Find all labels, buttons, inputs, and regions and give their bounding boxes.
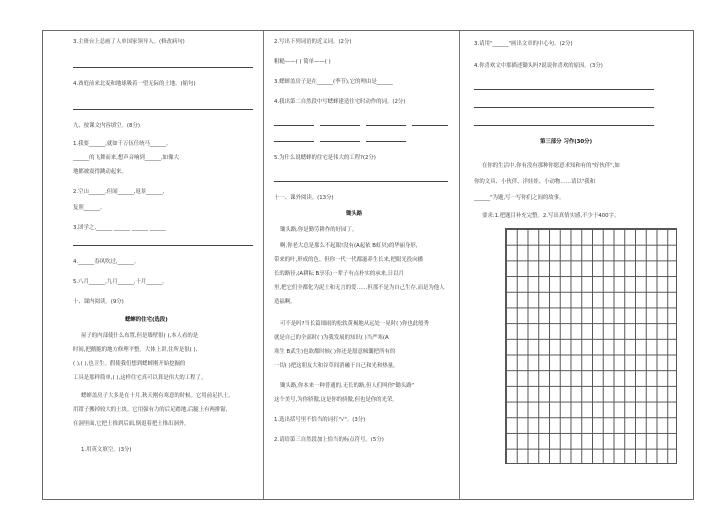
body-2c: 长的路径,(A耕耘 B享乐)一辈子有点朴实的承来,日以月 (274, 271, 404, 277)
writing-intro-2: 你的文具、小伙伴、洋娃娃、小动物……请以"我和 (474, 179, 596, 185)
question-3: 3.主斑台上总画了人单国家领导人。(修改病句) (73, 39, 185, 45)
fill-1b: ______的飞舞而来,想声音响到______,如像大 (73, 155, 179, 161)
body-1: 锄头路,你是勤劳耕作的好园丁。 (280, 227, 358, 233)
section-10-heading: 十、课内阅读。(9分) (73, 299, 124, 305)
question-a: 1.选出括号里不恰当的词打"√"。(3分) (274, 417, 366, 423)
answer-line[interactable] (73, 67, 253, 68)
answer-line[interactable] (366, 141, 406, 142)
para-2b: 用钳子搬掉较大的土块。它用强有力的后足踏地,后腿上有两排锯, (73, 407, 228, 413)
para-1b: 时间,把鹅脆的地方修理平整。大体上讲,住所是很( ), (73, 347, 198, 353)
answer-line[interactable] (366, 125, 406, 126)
body-3d: 一切( )把这朋友大和谷草间消融于自己和光和热量。 (274, 363, 399, 369)
body-4a: 锄头路,你本来一种普通的,无长的路,但人们叫你"锄头路" (280, 383, 415, 389)
section-9-heading: 九、按课文内容填空。(8分) (73, 123, 140, 129)
para-1c: ( ),( ),也卫生。假使我们想到蟋蟀刚开始挖掘的 (73, 361, 186, 367)
answer-line[interactable] (274, 125, 314, 126)
body-2b: 带来的叶,形成的色。但你一代一代都滋养生长来,把眼光投向播 (274, 257, 423, 263)
body-3a: 可不是吗?当长篇细雨的松软黄褐地从远处一晃时( )你也此般秀 (280, 321, 429, 327)
question-4: 4.我出第二自然段中写蟋蟀建造住宅时动作的词。(2分) (274, 99, 406, 105)
answer-line[interactable] (320, 125, 360, 126)
body-2e: 造福啊。 (274, 299, 296, 305)
reading-title: 锄头路 (346, 211, 363, 217)
answer-line[interactable] (274, 141, 314, 142)
section-11-heading: 十一、课外阅读。(13分) (274, 195, 334, 201)
fill-4: 4.______春风吹过,______。 (73, 259, 140, 265)
para-1d: 工具是那样简单,( ),这样住宅真可以算是伟大的工程了。 (73, 375, 207, 381)
body-2a: 啊,你老大总是那么不起眼!没有(A起依 B虹贝)的华丽身形, (280, 243, 418, 249)
writing-intro-1: 在你的生活中,你有没有那种你愿意求知和有的"好伙伴",如 (482, 163, 620, 169)
writing-grid[interactable] (505, 228, 677, 464)
question-4: 4.你喜欢文中那描述锄头吗?说说你喜欢的原因。(3分) (474, 63, 603, 69)
question-4: 4.酋庭前来北麦和地球吸着一望无际的土地。(缩句) (73, 81, 196, 87)
body-4b: 这个美号,为你骄傲,这是你的骄傲,但也是你的光荣。 (274, 397, 398, 403)
para-2a: 蟋蟀盖房子大多是在十月,秋天刚有寒意的时候。它用前足扒土, (81, 393, 230, 399)
fill-5: 5.八月______,九月______,十月______。 (73, 279, 168, 285)
writing-requirements: 要求:1.把题目补充完整。2.写出真情实感,不少于400字。 (482, 213, 620, 219)
column-middle (264, 31, 460, 499)
fill-2: 2.空山______,但闻______,返景______, (73, 189, 165, 195)
question-3: 3.请用"______"画出文章的中心句。(2分) (474, 41, 573, 47)
question-5: 5.为什么说蟋蟀的住宅是伟大的工程?(2分) (274, 155, 376, 161)
body-2d: 里,把它们全都化为泥土和无言的爱……但那不是为自己生存,而是为他人 (274, 285, 445, 291)
body-3c: 寒生 B武生)也欲都时候( )你还是愿意倾囊把所有的 (274, 349, 396, 355)
answer-line[interactable] (274, 181, 448, 182)
fill-2b: 复照______。 (73, 205, 106, 211)
para-1a: 屋子的内部使什么布置,但是墙壁很( ),本人看的是 (81, 333, 199, 339)
question-1: 1.用英文填空。(3分) (81, 447, 132, 453)
fill-1a: 1.我要______,就如千万伍任统马______。 (73, 141, 172, 147)
section-writing-heading: 第三部分 习作(30分) (540, 139, 593, 145)
synonyms: 粗糙——( ) 简单——( ) (274, 59, 331, 65)
answer-line[interactable] (320, 141, 360, 142)
answer-line[interactable] (474, 125, 654, 126)
answer-line[interactable] (73, 109, 253, 110)
question-3: 3.蟋蟀盖房子是在______(季节),它的理由是______ (274, 79, 393, 85)
column-right (460, 31, 695, 499)
para-2c: 在洞里面,它把土推到后面,倒退着把土推出洞外。 (73, 421, 190, 427)
fill-3: 3.团学之,______ ______ ______ ______ (73, 225, 166, 231)
question-b: 2.请给第三自然段加上恰当的标点符号。(5分) (274, 437, 384, 443)
exam-page (42, 30, 694, 500)
reading-title: 蟋蟀的住宅(选段) (125, 317, 168, 323)
answer-line[interactable] (73, 245, 253, 246)
answer-line[interactable] (412, 125, 448, 126)
answer-line[interactable] (474, 89, 654, 90)
writing-intro-3: ______"为题,写一写你们之间的故事。 (474, 195, 565, 201)
answer-line[interactable] (474, 107, 654, 108)
fill-1c: 地都被震得跳动起来。 (73, 169, 127, 175)
question-2: 2.写出下列词语的近义词。(2分) (274, 39, 352, 45)
body-3b: 就是自己的全部时( )为我发展的知识( )当严寒(A (274, 335, 389, 341)
column-left (43, 31, 264, 499)
